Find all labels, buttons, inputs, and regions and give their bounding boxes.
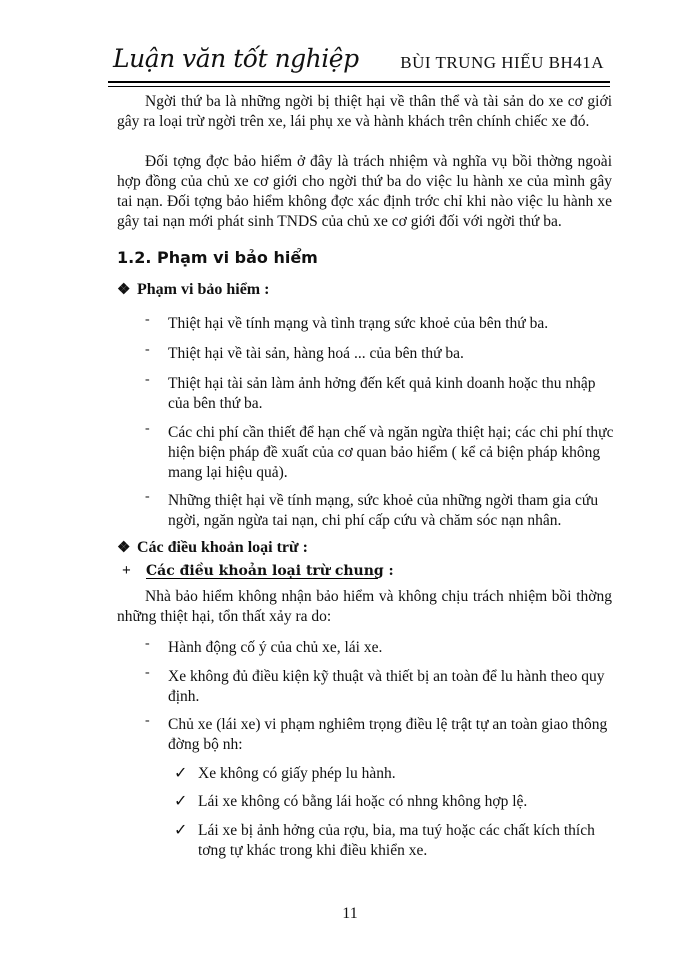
dash-bullet-icon: - [145,713,150,728]
list-item: - Hành động cố ý của chủ xe, lái xe. [145,636,383,656]
scope-title: Phạm vi bảo hiểm : [137,281,270,298]
header-rule-thin [108,86,610,87]
checkmark-icon: ✓ [174,822,188,839]
dash-bullet-icon: - [145,665,150,680]
scope-heading [117,280,269,299]
paragraph-exclusions-intro: Nhà bảo hiểm không nhận bảo hiểm và không chịu trách nhiệm bồi thờng những thiệt hại, tổn thất xảy ra do: [117,588,612,625]
dash-bullet-icon: - [145,312,150,327]
dash-bullet-icon: - [145,489,150,504]
section-heading: 1.2. Phạm vi bảo hiểm [117,248,318,267]
exclusions-title: Các điều khoản loại trừ : [137,539,308,556]
page-number: 11 [342,905,358,922]
header-title: Luận văn tốt nghiệp [113,44,359,73]
general-exclusions-heading: + Các điều khoản loại trừ chung : [122,562,394,579]
dash-bullet-icon: - [145,372,150,387]
list-item: - Chủ xe (lái xe) vi phạm nghiêm trọng điều lệ trật tự an toàn giao thông đờng bộ nh: [145,713,608,753]
checkmark-icon: ✓ [174,793,188,810]
list-item: - Thiệt hại về tính mạng và tình trạng sức khoẻ của bên thứ ba. [145,312,549,332]
diamond-bullet-icon: ❖ [117,540,131,556]
list-item: - Các chi phí cần thiết để hạn chế và ngăn ngừa thiệt hại; các chi phí thực hiện biện pháp đề xuất của cơ quan bảo hiểm ( kể cả biện pháp không mang lại hiệu quả). [145,421,614,481]
checkmark-icon: ✓ [174,765,188,782]
paragraph-third-party: Ngời thứ ba là những ngời bị thiệt hại về thân thể và tài sản do xe cơ giới gây ra loại trừ ngời trên xe, lái phụ xe và hành khách trên chính chiếc xe đó. [117,93,612,130]
dash-bullet-icon: - [145,342,150,357]
dash-bullet-icon: - [145,636,150,651]
list-item: - Thiệt hại về tài sản, hàng hoá ... của bên thứ ba. [145,342,464,362]
list-item: - Những thiệt hại về tính mạng, sức khoẻ của những ngời tham gia cứu ngời, ngăn ngừa tai nạn, chi phí cấp cứu và chăm sóc nạn nhân. [145,489,599,529]
paragraph-insured-object: Đối tợng đợc bảo hiểm ở đây là trách nhiệm và nghĩa vụ bồi thờng ngoài hợp đồng của chủ xe cơ giới cho ngời thứ ba do việc lu hành xe của mình gây tai nạn. Đối tợng bảo hiểm không đợc xác định trớc chỉ khi nào việc lu hành xe gây tai nạn mới phát sinh TNDS của chủ xe cơ giới đối với ngời thứ ba. [117,153,612,230]
list-item: ✓ Lái xe bị ảnh hởng của rợu, bia, ma tuý hoặc các chất kích thích tơng tự khác trong khi điều khiển xe. [174,822,595,859]
exclusions-heading [117,538,308,557]
list-item: ✓ Lái xe không có bằng lái hoặc có nhng không hợp lệ. [174,793,528,810]
heading-underline [146,578,378,579]
plus-bullet-icon: + [122,562,131,579]
list-item: - Thiệt hại tài sản làm ảnh hởng đến kết quả kinh doanh hoặc thu nhập của bên thứ ba. [145,372,596,412]
list-item: ✓ Xe không có giấy phép lu hành. [174,765,396,782]
header-author: BÙI TRUNG HIẾU BH41A [400,53,604,72]
header-rule-thick [108,81,610,83]
dash-bullet-icon: - [145,421,150,436]
list-item: - Xe không đủ điều kiện kỹ thuật và thiết bị an toàn để lu hành theo quy định. [145,665,605,705]
diamond-bullet-icon: ❖ [117,282,131,298]
